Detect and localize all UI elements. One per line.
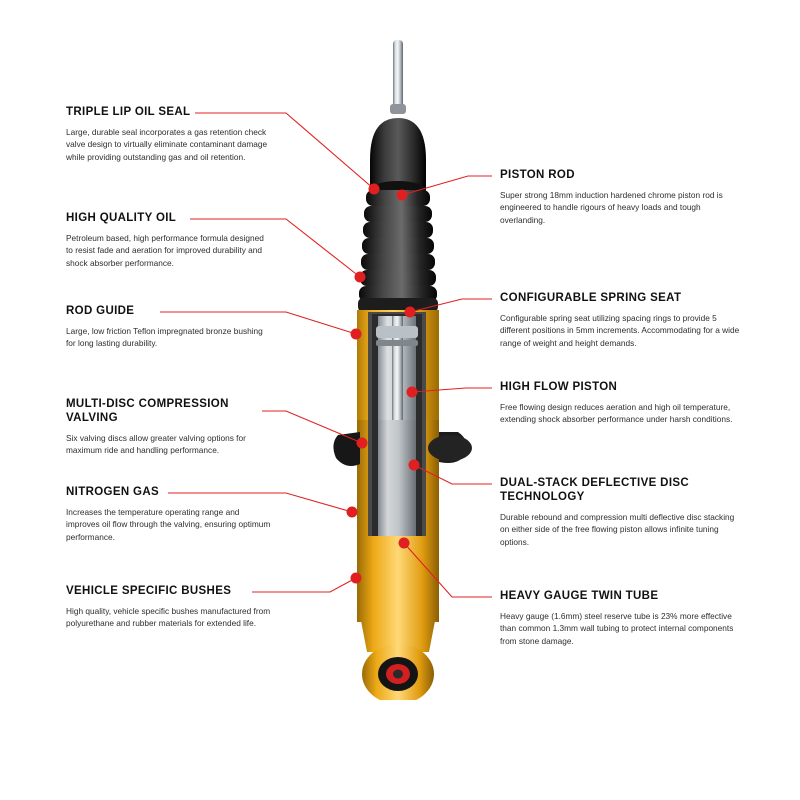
callout-body: Petroleum based, high performance formula designed to resist fade and aeration for improved durability and shock absorber performance. [66,233,264,268]
callout-title: VEHICLE SPECIFIC BUSHES [66,585,232,597]
callout-nitrogen-gas [66,485,271,543]
callout-triple-lip-oil-seal [66,105,271,163]
callout-high-flow-piston [500,380,740,426]
callout-body: Free flowing design reduces aeration and high oil temperature, extending shock absorber performance under harsh conditions. [500,402,733,425]
callout-dual-stack-deflective-disc-technology [500,476,740,548]
callout-title: NITROGEN GAS [66,486,160,498]
callout-configurable-spring-seat [500,291,740,349]
shock-absorber-illustration [300,40,500,700]
callout-body: Six valving discs allow greater valving options for maximum ride and handling performance. [66,433,246,456]
callout-heavy-gauge-twin-tube [500,589,740,647]
callout-title: TRIPLE LIP OIL SEAL [66,106,191,118]
callout-body: Increases the temperature operating range and improves oil flow through the valving, ensuring optimum performance. [66,507,271,542]
callout-title: CONFIGURABLE SPRING SEAT [500,292,682,304]
callout-high-quality-oil [66,211,271,269]
callout-body: Heavy gauge (1.6mm) steel reserve tube is 23% more effective than common 1.3mm wall tubing to protect internal components from stone damage. [500,611,734,646]
callout-body: High quality, vehicle specific bushes manufactured from polyurethane and rubber materials for extended life. [66,606,271,629]
callout-rod-guide [66,304,271,350]
callout-vehicle-specific-bushes [66,584,271,630]
callout-title: HIGH FLOW PISTON [500,381,618,393]
callout-title: HIGH QUALITY OIL [66,212,177,224]
callout-body: Durable rebound and compression multi deflective disc stacking on either side of the free flowing piston allows infinite tuning options. [500,512,735,547]
callout-body: Configurable spring seat utilizing spacing rings to provide 5 different positions in 5mm increments. Accommodating for a wide range of weight and height demands. [500,313,740,348]
callout-title: MULTI-DISC COMPRESSION VALVING [66,398,229,424]
callout-title: PISTON ROD [500,169,575,181]
callout-multi-disc-compression-valving [66,397,271,457]
callout-title: HEAVY GAUGE TWIN TUBE [500,590,659,602]
callout-body: Super strong 18mm induction hardened chrome piston rod is engineered to handle rigours of heavy loads and tough overlanding. [500,190,723,225]
callout-body: Large, low friction Teflon impregnated bronze bushing for long lasting durability. [66,326,263,349]
callout-body: Large, durable seal incorporates a gas retention check valve design to virtually eliminate contaminant damage while providing outstanding gas and oil retention. [66,127,268,162]
callout-title: DUAL-STACK DEFLECTIVE DISC TECHNOLOGY [500,477,690,503]
callout-piston-rod [500,168,740,226]
callout-title: ROD GUIDE [66,305,135,317]
